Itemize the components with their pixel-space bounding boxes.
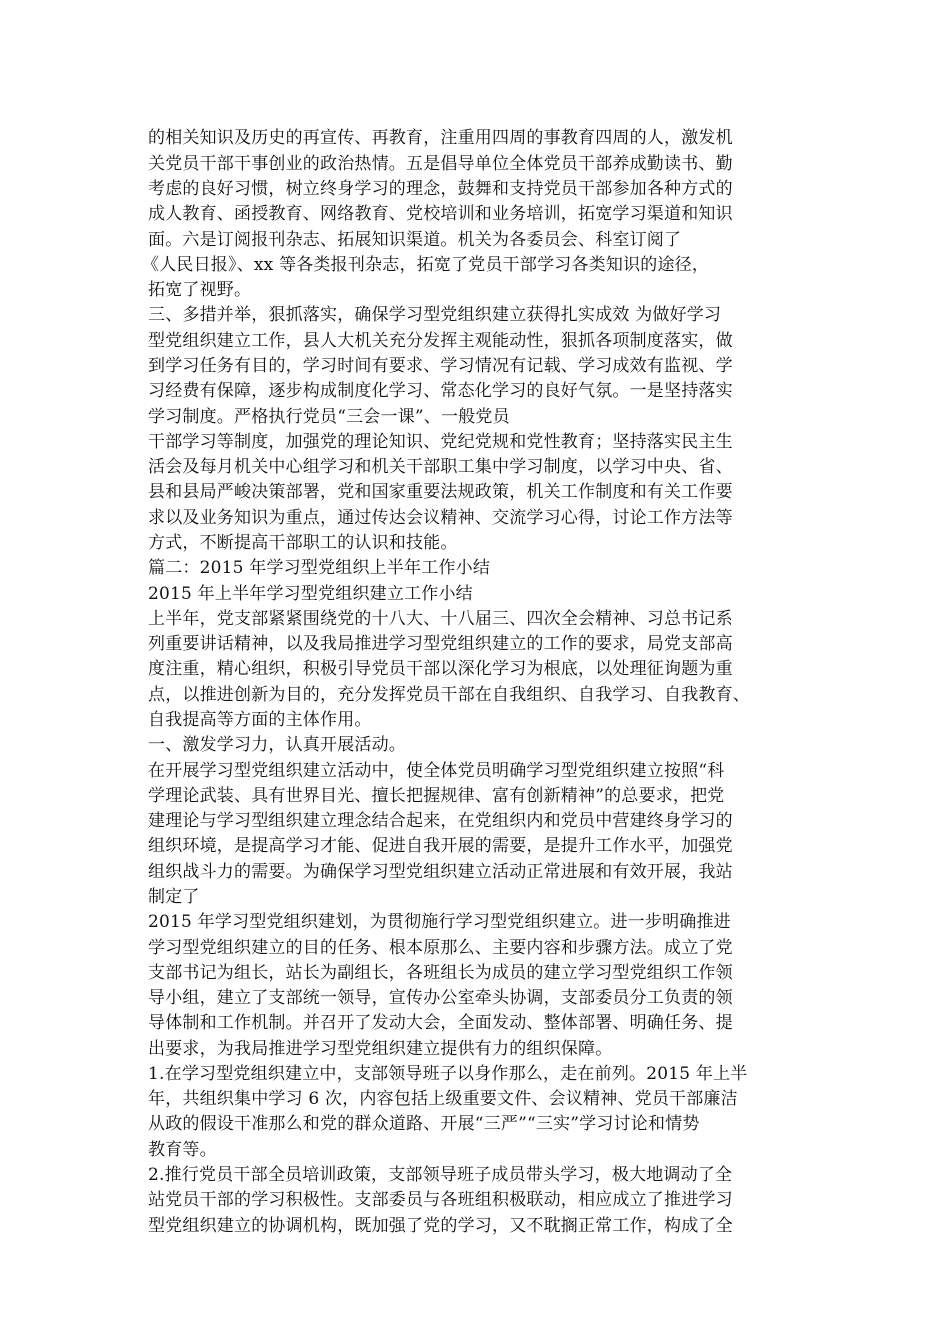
text-line: 导体制和工作机制。并召开了发动大会，全面发动、整体部署、明确任务、提 <box>148 1013 733 1033</box>
text-line: 年，共组织集中学习 6 次，内容包括上级重要文件、会议精神、党员干部廉洁 <box>148 1089 738 1109</box>
text-line: 组织环境，是提高学习才能、促进自我开展的需要，是提升工作水平，加强党 <box>148 836 733 856</box>
text-line: 成人教育、函授教育、网络教育、党校培训和业务培训，拓宽学习渠道和知识 <box>148 204 733 224</box>
text-line: 列重要讲话精神，以及我局推进学习型党组织建立的工作的要求，局党支部高 <box>148 634 733 654</box>
text-line: 面。六是订阅报刊杂志、拓展知识渠道。机关为各委员会、科室订阅了 <box>148 230 682 250</box>
text-line: 方式，不断提高干部职工的认识和技能。 <box>148 533 458 553</box>
text-line: 出要求，为我局推进学习型党组织建立提供有力的组织保障。 <box>148 1039 613 1059</box>
text-line: 导小组，建立了支部统一领导，宣传办公室牵头协调，支部委员分工负责的领 <box>148 988 733 1008</box>
text-line: 型党组织建立的协调机构，既加强了党的学习，又不耽搁正常工作，构成了全 <box>148 1216 733 1236</box>
text-line: 组织战斗力的需要。为确保学习型党组织建立活动正常进展和有效开展，我站 <box>148 862 733 882</box>
text-line: 2.推行党员干部全员培训政策，支部领导班子成员带头学习，极大地调动了全 <box>148 1165 733 1185</box>
text-line: 关党员干部干事创业的政治热情。五是倡导单位全体党员干部养成勤读书、勤 <box>148 154 733 174</box>
text-line: 活会及每月机关中心组学习和机关干部职工集中学习制度，以学习中央、省、 <box>148 457 733 477</box>
text-line: 的相关知识及历史的再宣传、再教育，注重用四周的事教育四周的人，激发机 <box>148 128 733 148</box>
section-subheading: 2015 年上半年学习型党组织建立工作小结 <box>148 584 473 604</box>
text-line: 支部书记为组长，站长为副组长，各班组长为成员的建立学习型党组织工作领 <box>148 963 733 983</box>
text-line: 制定了 <box>148 887 200 907</box>
text-line: 2015 年学习型党组织建划，为贯彻施行学习型党组织建立。进一步明确推进 <box>148 912 731 932</box>
text-line: 《人民日报》、xx 等各类报刊杂志，拓宽了党员干部学习各类知识的途径， <box>142 255 710 275</box>
text-line: 度注重，精心组织，积极引导党员干部以深化学习为根底，以处理征询题为重 <box>148 659 733 679</box>
text-line: 一、激发学习力，认真开展活动。 <box>148 735 406 755</box>
section-heading: 篇二：2015 年学习型党组织上半年工作小结 <box>148 558 491 578</box>
text-line: 学理论武装、具有世界目光、擅长把握规律、富有创新精神”的总要求，把党 <box>148 786 725 806</box>
text-line: 干部学习等制度，加强党的理论知识、党纪党规和党性教育；坚持落实民主生 <box>148 432 733 452</box>
text-line: 从政的假设干准那么和党的群众道路、开展“三严”“三实”学习讨论和情势 <box>148 1114 700 1134</box>
text-line: 上半年，党支部紧紧围绕党的十八大、十八届三、四次全会精神、习总书记系 <box>148 609 733 629</box>
text-line: 型党组织建立工作，县人大机关充分发挥主观能动性，狠抓各项制度落实，做 <box>148 331 733 351</box>
text-line: 县和县局严峻决策部署，党和国家重要法规政策，机关工作制度和有关工作要 <box>148 482 733 502</box>
text-line: 拓宽了视野。 <box>148 280 252 300</box>
text-line: 在开展学习型党组织建立活动中，使全体党员明确学习型党组织建立按照“科 <box>148 761 725 781</box>
text-line: 教育等。 <box>148 1140 217 1160</box>
text-line: 学习制度。严格执行党员“三会一课”、一般党员 <box>148 407 510 427</box>
text-line: 建理论与学习型组织建立理念结合起来，在党组织内和党员中营建终身学习的 <box>148 811 733 831</box>
text-line: 习经费有保障，逐步构成制度化学习、常态化学习的良好气氛。一是坚持落实 <box>148 381 733 401</box>
text-line: 到学习任务有目的，学习时间有要求、学习情况有记载、学习成效有监视、学 <box>148 356 733 376</box>
text-line: 1.在学习型党组织建立中，支部领导班子以身作那么，走在前列。2015 年上半 <box>148 1064 748 1084</box>
text-line: 点，以推进创新为目的，充分发挥党员干部在自我组织、自我学习、自我教育、 <box>148 685 750 705</box>
text-line: 自我提高等方面的主体作用。 <box>148 710 372 730</box>
text-line: 求以及业务知识为重点，通过传达会议精神、交流学习心得，讨论工作方法等 <box>148 508 733 528</box>
text-line: 三、多措并举，狠抓落实，确保学习型党组织建立获得扎实成效 为做好学习 <box>148 305 722 325</box>
text-line: 站党员干部的学习积极性。支部委员与各班组积极联动，相应成立了推进学习 <box>148 1190 733 1210</box>
text-line: 考虑的良好习惯，树立终身学习的理念，鼓舞和支持党员干部参加各种方式的 <box>148 179 733 199</box>
text-line: 学习型党组织建立的目的任务、根本原那么、主要内容和步骤方法。成立了党 <box>148 938 733 958</box>
